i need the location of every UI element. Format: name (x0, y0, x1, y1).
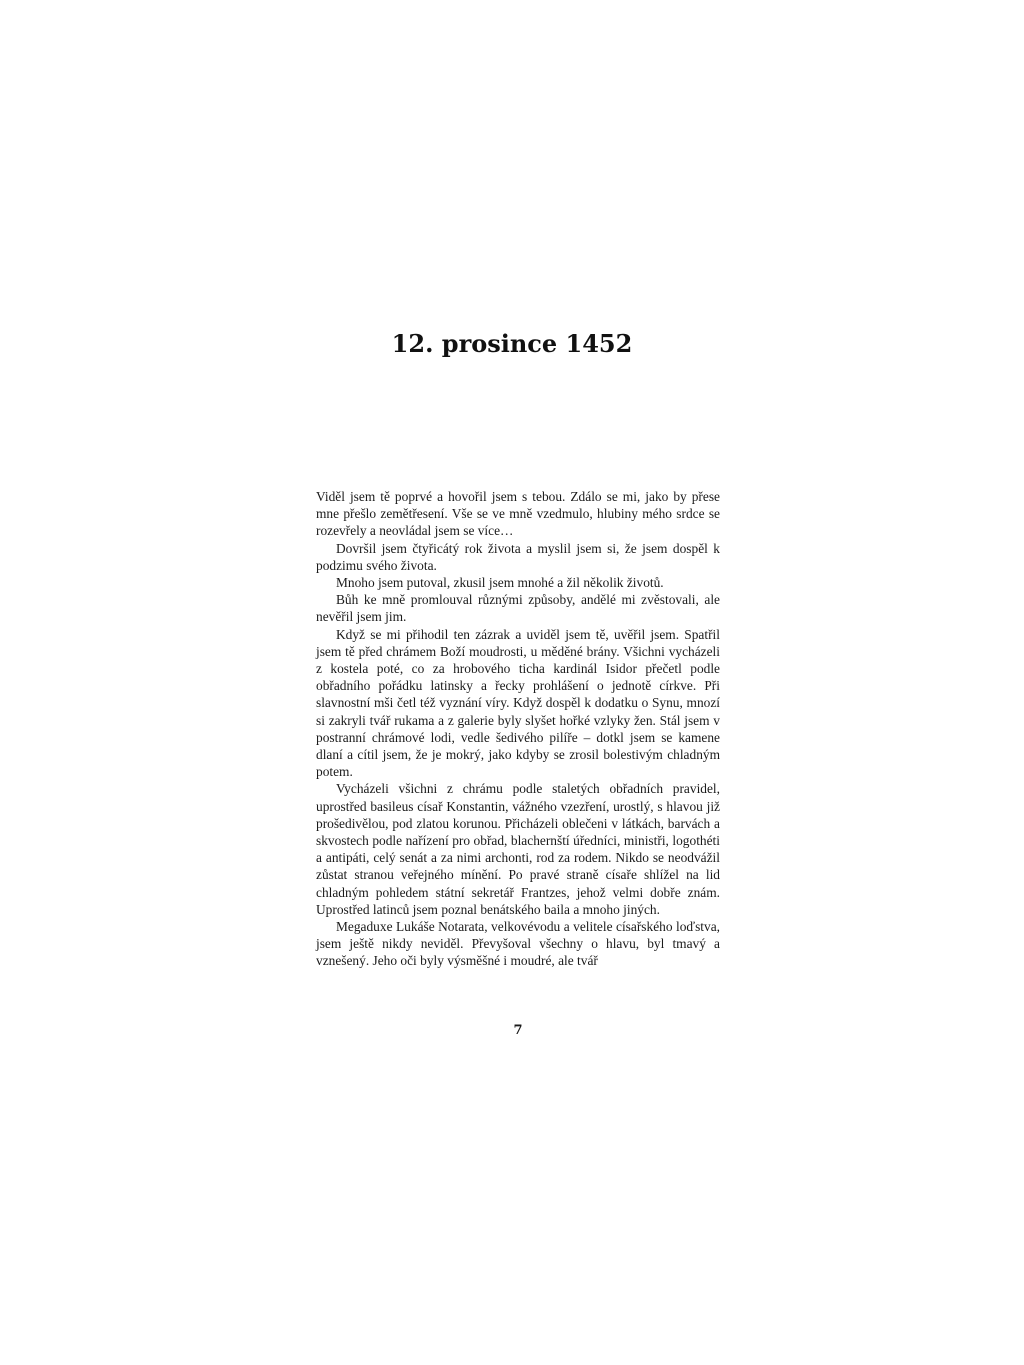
paragraph: Viděl jsem tě poprvé a hovořil jsem s tebou. Zdálo se mi, jako by přese mne přešlo zemětřesení. Vše se ve mně vzedmulo, hlubiny mého srdce se rozevřely a neovládal jsem se více… (316, 489, 720, 539)
paragraph: Bůh ke mně promlouval různými způsoby, andělé mi zvěstovali, ale nevěřil jsem jim. (316, 592, 720, 625)
paragraph: Když se mi přihodil ten zázrak a uviděl jsem tě, uvěřil jsem. Spatřil jsem tě před chrámem Boží moudrosti, u měděné brány. Všichni vycházeli z kostela poté, co za hrobového ticha kardinál Isidor přečetl podle obřadního pořádku latinsky a řecky prohlášení o jednotě církve. Při slavnostní mši četl též vyznání víry. Když dospěl k dodatku o Synu, mnozí si zakryli tvář rukama a z galerie byly slyšet hořké vzlyky žen. Stál jsem v postranní chrámové lodi, vedle šedivého pilíře – dotkl jsem se kamene dlaní a cítil jsem, že je mokrý, jako kdyby se zrosil bolestivým chladným potem. (316, 626, 720, 780)
paragraph: Mnoho jsem putoval, zkusil jsem mnohé a žil několik životů. (336, 575, 664, 591)
page-number: 7 (513, 1023, 523, 1038)
paragraph: Megaduxe Lukáše Notarata, velkovévodu a velitele císařského loďstva, jsem ještě nikdy neviděl. Převyšoval všechny o hlavu, byl tmavý a vznešený. Jeho oči byly výsměšné i moudré, ale tvář (316, 919, 720, 969)
paragraph: Dovršil jsem čtyřicátý rok života a myslil jsem si, že jsem dospěl k podzimu svého života. (316, 540, 720, 573)
body-text (316, 488, 720, 970)
paragraph: Vycházeli všichni z chrámu podle staletých obřadních pravidel, uprostřed basileus císař Konstantin, vážného vzezření, urostlý, s hlavou již prošedivělou, pod zlatou korunou. Přicházeli oblečeni v látkách, barvách a skvostech podle nařízení pro obřad, blachernští úředníci, ministři, logothéti a antipáti, celý senát a za nimi archonti, rod za rodem. Nikdo se neodvážil zůstat stranou veřejného mínění. Po pravé straně císaře shlížel na lid chladným pohledem státní sekretář Frantzes, jehož velmi dobře znám. Uprostřed latinců jsem poznal benátského baila a mnoho jiných. (316, 781, 720, 917)
chapter-title: 12. prosince 1452 (391, 329, 633, 358)
